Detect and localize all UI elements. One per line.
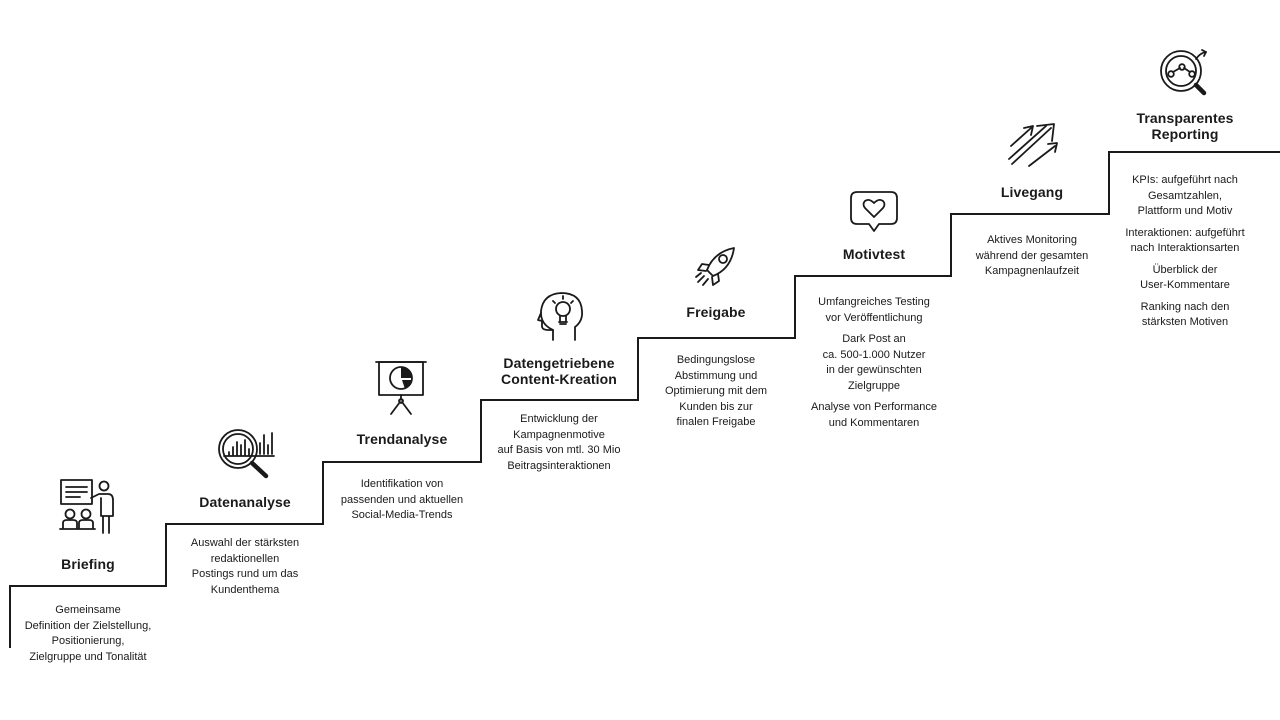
magnifier-chart-icon bbox=[216, 427, 276, 479]
heart-speech-bubble-icon bbox=[849, 190, 899, 234]
step-title: Freigabe bbox=[686, 304, 746, 320]
step-title: Transparentes Reporting bbox=[1136, 110, 1234, 142]
step-description: Entwicklung der Kampagnenmotive auf Basis von mtl. 30 Mio Beitragsinteraktionen bbox=[497, 413, 621, 472]
step-description: Umfangreiches Testing vor Veröffentlichung Dark Post an ca. 500-1.000 Nutzer in der gewünschten Zielgruppe Analyse von Performance und Kommentaren bbox=[811, 296, 937, 429]
head-lightbulb-icon bbox=[537, 291, 585, 341]
magnifier-network-icon bbox=[1158, 47, 1210, 95]
rising-arrows-icon bbox=[1007, 122, 1059, 168]
easel-pie-chart-icon bbox=[374, 358, 428, 416]
step-title: Motivtest bbox=[842, 246, 906, 262]
step-title: Trendanalyse bbox=[356, 431, 448, 447]
step-description: Auswahl der stärksten redaktionellen Postings rund um das Kundenthema bbox=[190, 537, 300, 596]
step-description: KPIs: aufgeführt nach Gesamtzahlen, Plattform und Motiv Interaktionen: aufgeführt nach Interaktionsarten Überblick der User-Kommentare Ranking nach den stärksten Motiven bbox=[1125, 174, 1245, 328]
step-title: Datengetriebene Content-Kreation bbox=[501, 355, 617, 387]
presentation-icon bbox=[58, 476, 120, 534]
step-description: Bedingungslose Abstimmung und Optimierung mit dem Kunden bis zur finalen Freigabe bbox=[664, 354, 768, 428]
step-description: Identifikation von passenden und aktuellen Social-Media-Trends bbox=[340, 478, 464, 521]
step-description: Gemeinsame Definition der Zielstellung, Positionierung, Zielgruppe und Tonalität bbox=[24, 604, 152, 663]
step-title: Briefing bbox=[61, 556, 115, 572]
step-title: Livegang bbox=[1000, 184, 1064, 200]
step-description: Aktives Monitoring während der gesamten Kampagnenlaufzeit bbox=[975, 234, 1089, 277]
rocket-icon bbox=[694, 244, 740, 288]
step-title: Datenanalyse bbox=[199, 494, 291, 510]
